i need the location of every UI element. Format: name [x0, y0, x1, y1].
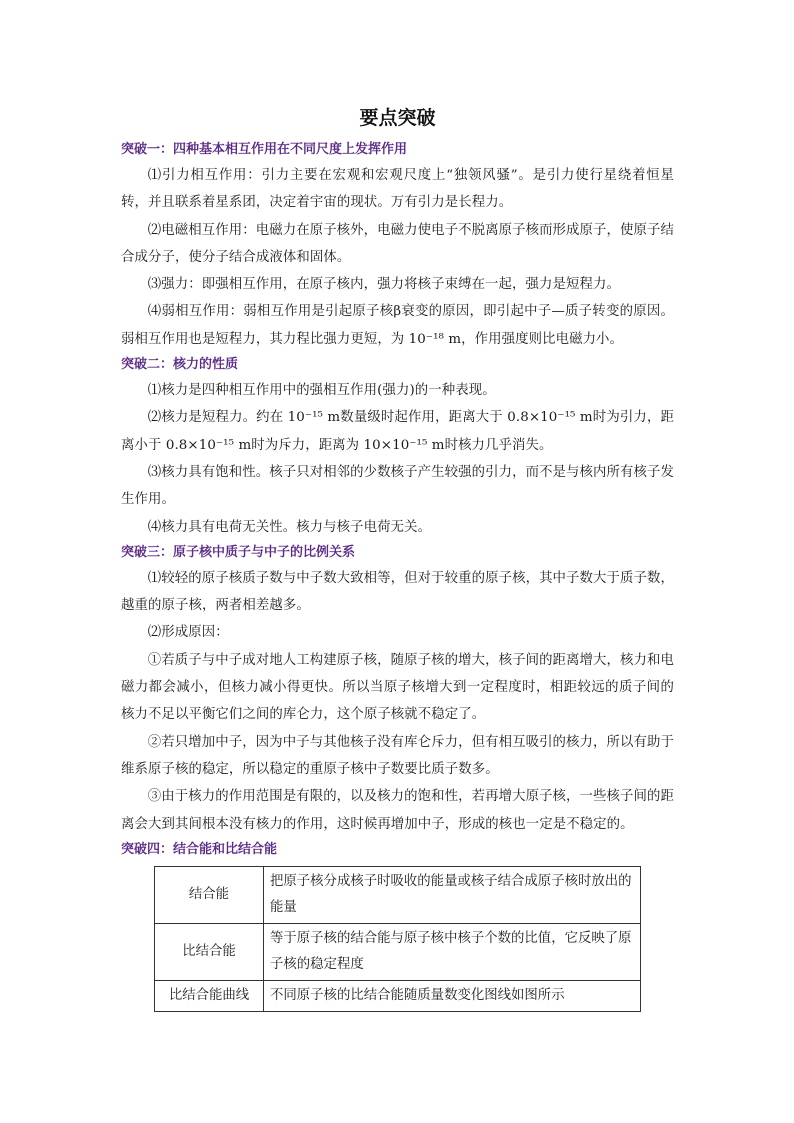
table-row	[155, 866, 641, 923]
table-cell-term: 比结合能	[155, 923, 264, 980]
document-page	[121, 104, 674, 1012]
table-cell-desc: 等于原子核的结合能与原子核中核子个数的比值，它反映了原子核的稳定程度	[264, 923, 641, 980]
table-cell-term: 比结合能曲线	[155, 980, 264, 1011]
section-3	[121, 541, 674, 838]
section-heading: 突破一：四种基本相互作用在不同尺度上发挥作用	[121, 142, 408, 157]
paragraph: ⑷核力具有电荷无关性。核力与核子电荷无关。	[147, 519, 432, 535]
paragraph: ⑴引力相互作用：引力主要在宏观和宏观尺度上“独领风骚”。是引力使行星绕着恒星转，并且联系着星系团，决定着宇宙的现状。万有引力是长程力。	[121, 168, 674, 211]
table-cell-desc: 把原子核分成核子时吸收的能量或核子结合成原子核时放出的能量	[264, 866, 641, 923]
paragraph: ⑴核力是四种相互作用中的强相互作用(强力)的一种表现。	[147, 383, 496, 399]
section-heading: 突破四：结合能和比结合能	[121, 841, 278, 857]
paragraph: ⑶核力具有饱和性。核子只对相邻的少数核子产生较强的引力，而不是与核内所有核子发生作用。	[121, 464, 674, 508]
section-1	[121, 138, 674, 353]
section-heading: 突破三：原子核中质子与中子的比例关系	[121, 544, 356, 560]
section-4	[121, 838, 674, 1012]
table-row	[155, 923, 641, 980]
paragraph: ⑴较轻的原子核质子数与中子数大致相等，但对于较重的原子核，其中子数大于质子数，越重的原子核，两者相差越多。	[121, 570, 674, 614]
table-row	[155, 980, 641, 1011]
paragraph: ②若只增加中子，因为中子与其他核子没有库仑斥力，但有相互吸引的核力，所以有助于维系原子核的稳定，所以稳定的重原子核中子数要比质子数多。	[121, 734, 674, 777]
section-2	[121, 353, 674, 541]
table-cell-term: 结合能	[155, 866, 264, 923]
table-cell-desc: 不同原子核的比结合能随质量数变化图线如图所示	[264, 980, 641, 1011]
section-heading: 突破二：核力的性质	[121, 357, 239, 373]
paragraph: ⑵形成原因：	[147, 625, 229, 641]
paragraph: ⑵核力是短程力。约在 10⁻¹⁵ m数量级时起作用，距离大于 0.8×10⁻¹⁵ m时为引力，距离小于 0.8×10⁻¹⁵ m时为斥力，距离为 10×10⁻¹⁵ m时核力几乎消失。	[121, 410, 674, 453]
page-title: 要点突破	[359, 107, 436, 129]
paragraph: ⑷弱相互作用：弱相互作用是引起原子核β衰变的原因，即引起中子—质子转变的原因。弱相互作用也是短程力，其力程比强力更短，为 10⁻¹⁸ m，作用强度则比电磁力小。	[121, 304, 674, 347]
paragraph: ⑶强力：即强相互作用，在原子核内，强力将核子束缚在一起，强力是短程力。	[147, 277, 620, 293]
paragraph: ③由于核力的作用范围是有限的，以及核力的饱和性，若再增大原子核，一些核子间的距离会大到其间根本没有核力的作用，这时候再增加中子，形成的核也一定是不稳定的。	[121, 789, 674, 832]
binding-energy-table	[154, 866, 641, 1012]
paragraph: ①若质子与中子成对地人工构建原子核，随原子核的增大，核子间的距离增大，核力和电磁力都会减小，但核力减小得更快。所以当原子核增大到一定程度时，相距较远的质子间的核力不足以平衡它们之间的库仑力，这个原子核就不稳定了。	[121, 652, 674, 723]
paragraph: ⑵电磁相互作用：电磁力在原子核外，电磁力使电子不脱离原子核而形成原子，使原子结合成分子，使分子结合成液体和固体。	[121, 222, 674, 265]
